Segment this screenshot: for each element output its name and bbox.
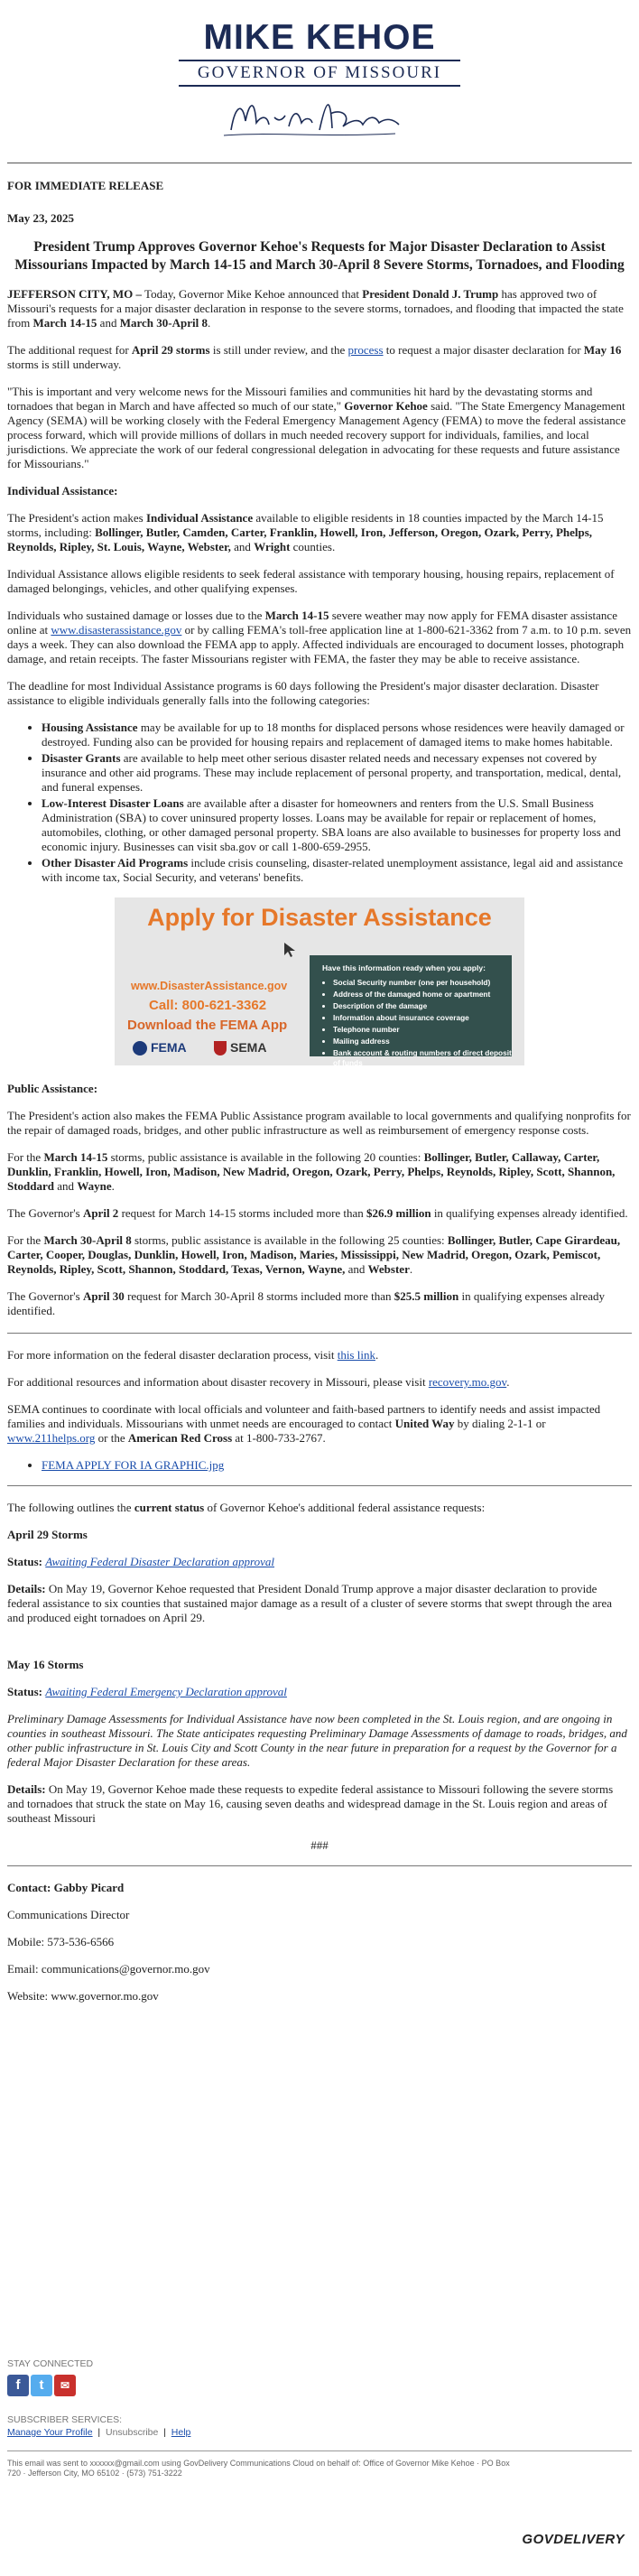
help-link[interactable]: Help xyxy=(171,2427,191,2438)
status-intro: The following outlines the current status of Governor Kehoe's additional federal assistance requests: xyxy=(7,1501,486,1514)
cursor-icon xyxy=(282,941,299,959)
assistance-categories-list xyxy=(7,721,632,885)
april-29-status-link[interactable]: Awaiting Federal Disaster Declaration approval xyxy=(45,1555,274,1568)
subscriber-services-label: SUBSCRIBER SERVICES: xyxy=(7,2414,123,2425)
list-item: • Other Disaster Aid Programs include crisis counseling, disaster-related unemployment assistance, legal aid and assistance with income tax, Social Security, and veterans' benefits. xyxy=(42,856,632,885)
may-16-details: Details: On May 19, Governor Kehoe made these requests to expedite federal assistance to Missouri following the severe storms and tornadoes that struck the state on May 16, causing seven deaths and widespread damage in the St. Louis region and areas of southeast Missouri xyxy=(7,1782,614,1825)
public-assistance-heading: Public Assistance: xyxy=(7,1082,98,1095)
governor-title: GOVERNOR OF MISSOURI xyxy=(179,60,460,87)
stay-connected-label: STAY CONNECTED xyxy=(7,2358,94,2369)
this-link[interactable]: this link xyxy=(337,1348,375,1362)
more-info-paragraph: For more information on the federal disaster declaration process, visit this link. xyxy=(7,1348,379,1362)
social-icons xyxy=(7,2375,632,2400)
contact-role: Communications Director xyxy=(7,1908,130,1921)
end-mark: ### xyxy=(310,1838,329,1852)
list-item xyxy=(42,1458,632,1473)
fema-graphic-link[interactable]: FEMA APPLY FOR IA GRAPHIC.jpg xyxy=(42,1458,225,1472)
sema-shield-icon xyxy=(214,1041,227,1056)
individual-assistance-heading: Individual Assistance: xyxy=(7,484,118,498)
governor-quote: "This is important and very welcome news for the Missouri families and communities hit hard by the devastating storms and tornadoes that began in March and have affected so much of our state," Governor Kehoe said. "The State Emergency Management Agency (SEMA) will be working closely with the Federal Emergency Management Agency (FEMA) to move the federal assistance process forward, which will provide millions of dollars in much needed recovery support for individuals, families, and local jurisdictions. We appreciate the work of our federal congressional delegation in advocating for these requests and future assistance for Missourians." xyxy=(7,385,626,470)
subscriber-links xyxy=(7,2427,632,2438)
checklist-item: • Information about insurance coverage xyxy=(333,1013,512,1023)
facebook-icon[interactable]: f xyxy=(7,2375,29,2396)
checklist-item: • Social Security number (one per household) xyxy=(333,978,512,988)
april-2-request: The Governor's April 2 request for March 14-15 storms included more than $26.9 million in qualifying expenses already identified. xyxy=(7,1206,628,1220)
apply-graphic-url: www.DisasterAssistance.gov xyxy=(131,980,288,992)
fema-seal-icon xyxy=(133,1041,147,1056)
public-assistance-description: The President's action also makes the FEMA Public Assistance program available to local governments and qualifying nonprofits for the repair of damaged roads, bridges, and other public infrastructure as well as reimbursement of emergency response costs. xyxy=(7,1109,631,1137)
contact-website: Website: www.governor.mo.gov xyxy=(7,1989,159,2003)
section-divider xyxy=(7,1865,632,1866)
april-29-status: Status: Awaiting Federal Disaster Declaration approval xyxy=(7,1555,274,1568)
deadline-paragraph: The deadline for most Individual Assistance programs is 60 days following the President's major disaster declaration. Disaster assistance to eligible individuals generally falls into the following categories: xyxy=(7,679,599,707)
twitter-icon[interactable]: t xyxy=(31,2375,52,2396)
contact-email: Email: communications@governor.mo.gov xyxy=(7,1962,210,1976)
intro-paragraph: JEFFERSON CITY, MO – Today, Governor Mike Kehoe announced that President Donald J. Trump has approved two of Missouri's requests for a major disaster declaration in response to the severe storms, tornadoes, and flooding that impacted the state from March 14-15 and March 30-April 8. xyxy=(7,287,624,330)
section-divider xyxy=(7,1333,632,1334)
footer-note: This email was sent to xxxxxx@gmail.com using GovDelivery Communications Cloud on behalf of: Office of Governor Mike Kehoe · PO Box 720 · Jefferson City, MO 65102 · (573) 751-3222 xyxy=(7,2459,510,2478)
individual-counties-paragraph: The President's action makes Individual Assistance available to eligible residents in 18 counties impacted by the March 14-15 storms, including: Bollinger, Butler, Camden, Carter, Franklin, Howell, Iron, Jefferson, Oregon, Ozark, Perry, Phelps, Reynolds, Ripley, St. Louis, Wayne, Webster, and Wright counties. xyxy=(7,511,604,553)
april-29-heading: April 29 Storms xyxy=(7,1528,88,1541)
april-30-request: The Governor's April 30 request for March 30-April 8 storms included more than $25.5 million in qualifying expenses already identified. xyxy=(7,1289,605,1317)
section-divider xyxy=(7,1485,632,1486)
checklist-item: • Address of the damaged home or apartment xyxy=(333,990,512,1000)
govdelivery-logo[interactable]: GOVDELIVERY xyxy=(522,2532,625,2547)
apply-graphic-app: Download the FEMA App xyxy=(127,1018,288,1033)
contact-mobile: Mobile: 573-536-6566 xyxy=(7,1935,115,1948)
release-label: FOR IMMEDIATE RELEASE xyxy=(7,179,164,192)
april-29-details: Details: On May 19, Governor Kehoe requested that President Donald Trump approve a major disaster declaration to provide federal assistance to six counties that sustained major damage as a result of a cluster of severe storms that swept through the area and produced eight tornadoes on April 29. xyxy=(7,1582,613,1624)
checklist-item: • Bank account & routing numbers of direct deposit of funds xyxy=(333,1048,512,1068)
release-date: May 23, 2025 xyxy=(7,211,75,225)
process-link[interactable]: process xyxy=(347,343,384,357)
link-separator: | xyxy=(97,2427,101,2438)
signature-image xyxy=(215,90,422,143)
pending-request-paragraph: The additional request for April 29 storms is still under review, and the process to request a major disaster declaration for May 16 storms is still underway. xyxy=(7,343,622,371)
apply-checklist-box xyxy=(310,955,512,1067)
recovery-link[interactable]: recovery.mo.gov xyxy=(428,1375,507,1389)
email-icon[interactable]: ✉ xyxy=(54,2375,76,2396)
march-storms-counties: For the March 14-15 storms, public assistance is available in the following 20 counties: Bollinger, Butler, Callaway, Carter, Dunklin, Franklin, Howell, Iron, Madison, New Madrid, Oregon, Ozark, Perry, Phelps, Reynolds, Ripley, Scott, Shannon, Stoddard and Wayne. xyxy=(7,1150,616,1193)
apply-graphic xyxy=(115,897,524,1065)
checklist-item: • Mailing address xyxy=(333,1037,512,1046)
fema-logo: FEMA xyxy=(133,1040,187,1056)
may-16-status-link[interactable]: Awaiting Federal Emergency Declaration approval xyxy=(45,1685,287,1698)
link-separator: | xyxy=(163,2427,166,2438)
march-april-storms-counties: For the March 30-April 8 storms, public assistance is available in the following 25 counties: Bollinger, Butler, Cape Girardeau, Carter, Cooper, Douglas, Dunklin, Howell, Iron, Madison, Maries, Mississippi, New Madrid, Oregon, Ozark, Pemiscot, Reynolds, Ripley, Scott, Shannon, Stoddard, Texas, Vernon, Wayne, and Webster. xyxy=(7,1233,621,1276)
manage-profile-link[interactable]: Manage Your Profile xyxy=(7,2427,93,2438)
list-item: • Housing Assistance may be available for up to 18 months for displaced persons whose residences were heavily damaged or destroyed. Funding also can be provided for housing repairs and replacement of damaged items to make homes habitable. xyxy=(42,721,632,749)
headline: President Trump Approves Governor Kehoe's Requests for Major Disaster Declaration to Assist Missourians Impacted by March 14-15 and March 30-April 8 Severe Storms, Tornadoes, and Flooding xyxy=(14,239,625,273)
apply-graphic-phone: Call: 800-621-3362 xyxy=(149,998,267,1013)
list-item: • Disaster Grants are available to help meet other serious disaster related needs and necessary expenses not covered by insurance and other aid programs. These may include replacement of personal property, and transportation, medical, dental, and funeral expenses. xyxy=(42,751,632,795)
letterhead xyxy=(7,0,632,152)
checklist-item: • Telephone number xyxy=(333,1025,512,1035)
resources-paragraph: For additional resources and information about disaster recovery in Missouri, please visit recovery.mo.gov. xyxy=(7,1375,510,1389)
governor-name: MIKE KEHOE xyxy=(203,18,436,57)
footer-divider xyxy=(7,2450,632,2451)
checklist-heading: Have this information ready when you apply: xyxy=(322,963,486,972)
attachment-list xyxy=(7,1458,632,1473)
checklist-item: • Description of the damage xyxy=(333,1001,512,1011)
press-release-body xyxy=(7,179,632,2016)
disaster-assistance-link[interactable]: www.disasterassistance.gov xyxy=(51,623,182,637)
contact-heading: Contact: Gabby Picard xyxy=(7,1881,125,1894)
may-16-heading: May 16 Storms xyxy=(7,1658,84,1671)
apply-paragraph: Individuals who sustained damage or losses due to the March 14-15 severe weather may now apply for FEMA disaster assistance online at www.disasterassistance.gov or by calling FEMA's toll-free application line at 1-800-621-3362 from 7 a.m. to 10 p.m. seven days a week. They can also download the FEMA app to apply. Affected individuals are encouraged to document losses, photograph damage, and retain receipts. The faster Missourians register with FEMA, the faster they may be able to receive assistance. xyxy=(7,609,632,665)
list-item: • Low-Interest Disaster Loans are available after a disaster for homeowners and renters from the U.S. Small Business Administration (SBA) to cover uninsured property losses. Loans may be available for repair or replacement of homes, automobiles, clothing, or other damaged personal property. SBA loans are also available to businesses for property loss and economic injury. Businesses can visit sba.gov or call 1-800-659-2955. xyxy=(42,796,632,854)
unmet-needs-paragraph: SEMA continues to coordinate with local officials and volunteer and faith-based partners to identify needs and assist impacted families and individuals. Missourians with unmet needs are encouraged to contact United Way by dialing 2-1-1 or www.211helps.org or the American Red Cross at 1-800-733-2767. xyxy=(7,1402,601,1445)
email-footer xyxy=(7,2358,632,2547)
211helps-link[interactable]: www.211helps.org xyxy=(7,1431,96,1445)
individual-assistance-description: Individual Assistance allows eligible residents to seek federal assistance with temporary housing, housing repairs, replacement of damaged belongings, vehicles, and other qualifying expenses. xyxy=(7,567,615,595)
may-16-assessment-note: Preliminary Damage Assessments for Individual Assistance have now been completed in the St. Louis region, and are ongoing in counties in southeast Missouri. The State anticipates requesting Preliminary Damage Assessments of damage to roads, bridges, and other public infrastructure in St. Louis City and Scott County in the near future in preparation for a request by the Governor for a federal Major Disaster Declaration for these areas. xyxy=(7,1712,627,1769)
unsubscribe-link[interactable]: Unsubscribe xyxy=(106,2427,159,2438)
may-16-status: Status: Awaiting Federal Emergency Declaration approval xyxy=(7,1685,287,1698)
apply-graphic-title: Apply for Disaster Assistance xyxy=(147,904,492,931)
sema-logo: SEMA xyxy=(214,1040,266,1056)
